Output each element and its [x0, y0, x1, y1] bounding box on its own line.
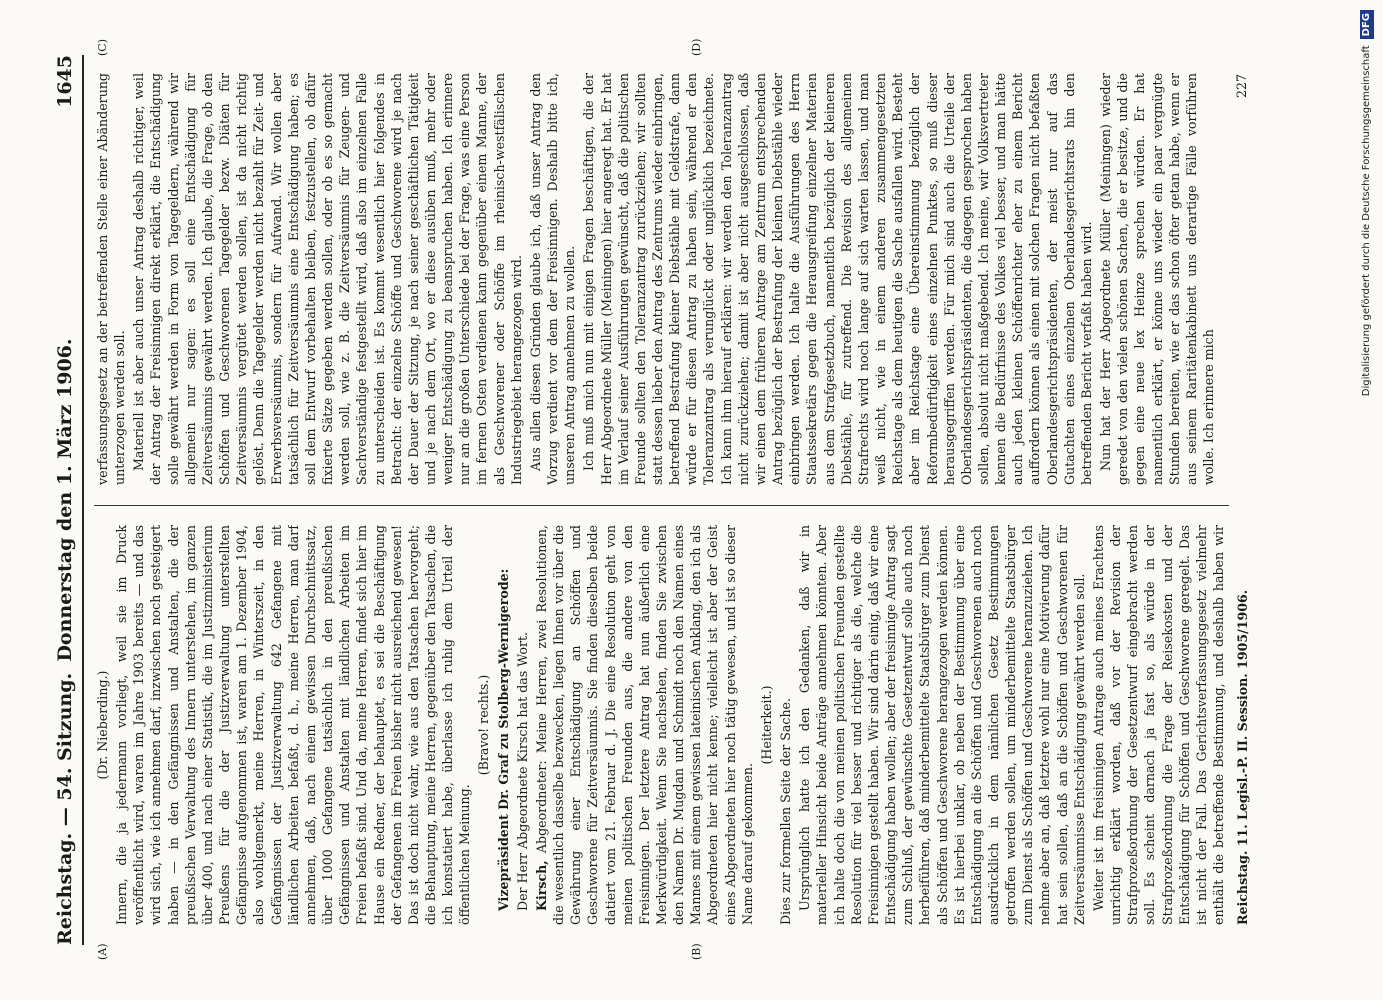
- page-number: 1645: [54, 55, 76, 108]
- kirsch-speech-text: Abgeordneter: Meine Herren, zwei Resolutionen, die wesentlich dasselbe bezwecken, liegen Ihnen vor über die Gewährung einer Entschädigung an Schöffen und Geschworene für Zeitversäumnis. Sie finden dieselben beide datiert vom 21. Februar d. J. Die eine Resolution geht von meinen politischen Freunden aus, die andere von den Freisinnigen. Der letztere Antrag hat nun äußerlich eine Merkwürdigkeit. Wenn Sie nachsehen, finden Sie zwischen den Namen Dr. Mugdan und Schmidt noch den Namen eines Mannes mit einem gewissen lateinischen Anklang, den ich als Abgeordneten hier nicht kenne; vielleicht ist aber der Geist eines Abgeordneten hier noch tätig gewesen, und ist so dieser Name darauf gekommen.: [533, 525, 755, 925]
- speaker-label: (Dr. Nieberding.): [95, 670, 110, 780]
- speaker-name-kirsch: Kirsch,: [533, 860, 549, 911]
- dfg-logo: DFG: [1360, 10, 1374, 39]
- kirsch-speech: [533, 525, 756, 925]
- page-footer: [1234, 525, 1251, 925]
- footer-source: Reichstag. 11. Legisl.-P. II. Session. 1905/1906.: [1235, 589, 1250, 925]
- margin-mark-a: (A): [96, 943, 109, 960]
- margin-mark-b: (B): [690, 943, 703, 960]
- text-column-left: [94, 525, 1229, 925]
- paragraph: Dies zur formellen Seite der Sache.: [778, 697, 794, 925]
- sheet-signature: 227: [1234, 73, 1249, 98]
- margin-mark-c: (C): [96, 39, 109, 56]
- paragraph: Nun hat der Herr Abgeordnete Müller (Meiningen) wieder geredet von den vielen schönen Sachen, die er besitze, und die gegen eine neue lex Heinze sprechen würden. Er hat namentlich erklärt, er könne uns wieder ein paar vergnügte Stunden bereiten, wie er das schon öfter getan habe, wenn er aus seinem Raritätenkabinett uns derartige Fälle vorführen wolle. Ich erinnere mich: [1098, 73, 1216, 485]
- applause-note: (Bravo! rechts.): [476, 674, 492, 776]
- vice-president-remark: Der Herr Abgeordnete Kirsch hat das Wort.: [514, 631, 530, 911]
- text-column-right: [94, 73, 1229, 485]
- paragraph: Aus allen diesen Gründen glaube ich, daß unser Antrag den Vorzug verdient vor dem der Freisinnigen. Deshalb bitte ich, unseren Antrag annehmen zu wollen.: [527, 73, 578, 485]
- page-header: [48, 55, 84, 945]
- paragraph: Innern, die ja jedermann vorliegt, weil sie im Druck veröffentlicht wird, waren im Jahre 1903 bereits — und das wird sich, wie ich annehmen darf, inzwischen noch gesteigert haben — in den Gefängnissen und Anstalten, die der preußischen Verwaltung des Innern unterstehen, im ganzen über 400, und nach einer Statistik, die im Justizministerium Preußens für die der Justizverwaltung unterstellten Gefängnisse aufgenommen ist, waren am 1. Dezember 1904, also wohlgemerkt, meine Herren, in Winterszeit, in den Gefängnissen der Justizverwaltung 642 Gefangene mit ländlichen Arbeiten befaßt, d. h., meine Herren, man darf annehmen, daß, nach einem gewissen Durchschnittssatz, über 1000 Gefangene tatsächlich in den preußischen Gefängnissen und Anstalten mit ländlichen Arbeiten im Freien befaßt sind. Und da, meine Herren, findet sich hier im Hause ein Redner, der behauptet, es sei die Beschäftigung der Gefangenen im Freien bisher nicht ausreichend gewesen! Das ist doch nicht wahr, wie aus den Tatsachen hervorgeht; die Behauptung, meine Herren, gegenüber den Tatsachen, die ich konstatiert habe, überlasse ich ruhig dem Urteil der öffentlichen Meinung.: [114, 525, 473, 925]
- laughter-note: (Heiterkeit.): [758, 685, 774, 765]
- column-divider: [94, 505, 1229, 506]
- credit-text: Digitalisierung gefördert durch die Deutsche Forschungsgemeinschaft: [1361, 45, 1372, 397]
- vice-president-line: [495, 525, 512, 925]
- paragraph: Materiell ist aber auch unser Antrag deshalb richtiger, weil der Antrag der Freisinnigen direkt erklärt, die Entschädigung solle gewährt werden in Form von Tagegeldern, während wir allgemein nur sagen: es soll eine Entschädigung für Zeitversäumnis gewährt werden. Ich glaube, die Frage, ob den Schöffen und Geschworenen Tagegelder bezw. Diäten für Zeitversäumnis vergütet werden sollen, ist da nicht richtig gelöst. Denn die Tagegelder werden nicht bezahlt für Zeit- und Erwerbsversäumnis, sondern für Aufwand. Wir wollen aber tatsächlich für Zeitversäumnis eine Entschädigung haben; es soll dem Entwurf vorbehalten bleiben, festzustellen, ob dafür fixierte Sätze gegeben werden sollen, oder ob es so gemacht werden soll, wie z. B. die Zeitversäumnis für Zeugen- und Sachverständige festgestellt wird, daß also im einzelnen Falle zu unterscheiden ist. Es kommt wesentlich hier folgendes in Betracht: der einzelne Schöffe und Geschworene wird je nach der Dauer der Sitzung, je nach seiner geschäftlichen Tätigkeit und je nach dem Ort, wo er diese ausüben muß, mehr oder weniger Entschädigung zu beanspruchen haben. Ich erinnere nur an die großen Unterschiede bei der Frage, was eine Person im fernen Osten verdienen kann gegenüber einem Manne, der als Geschworener oder Schöffe im rheinisch-westfälischen Industriegebiet herangezogen wird.: [131, 73, 524, 485]
- digitization-credit: [1357, 10, 1377, 800]
- paragraph: verfassungsgesetz an der betreffenden Stelle einer Abänderung unterzogen werden soll.: [95, 73, 128, 485]
- header-date: Donnerstag den 1. März 1906.: [54, 338, 76, 662]
- vice-president-name: Vizepräsident Dr. Graf zu Stolberg-Wernigerode:: [495, 568, 511, 911]
- paragraph: Ich muß mich nun mit einigen Fragen beschäftigen, die der Herr Abgeordnete Müller (Meiningen) hier angeregt hat. Er hat im Verlauf seiner Ausführungen gewünscht, daß die politischen Freunde sollten den Toleranzantrag zurückziehen; wir sollten statt dessen lieber den Antrag des Zentrums wieder einbringen, betreffend Bestrafung kleiner Diebstähle mit Geldstrafe, dann würde er für diesen Antrag zu haben sein, während er den Toleranzantrag als verunglückt oder unglücklich bezeichnete. Ich kann ihm hierauf erklären: wir werden den Toleranzantrag nicht zurückziehen; damit ist aber nicht ausgeschlossen, daß wir einen dem früheren Antrage am Zentrum entsprechenden Antrag bezüglich der Bestrafung der kleinen Diebstähle wieder einbringen werden. Ich halte die Ausführungen des Herrn Staatssekretärs gegen die Herausgreifung einzelner Materien aus dem Strafgesetzbuch, namentlich bezüglich der kleineren Diebstähle, für zutreffend. Die Revision des allgemeinen Strafrechts wird noch lange auf sich warten lassen, und man weiß nicht, wie in einem anderen zusammengesetzten Reichstage als dem heutigen die Sache ausfallen wird. Besteht aber im Reichstage eine Übereinstimmung bezüglich der Reformbedürftigkeit eines einzelnen Punktes, so muß dieser herausgegriffen werden. Für mich sind auch die Urteile der Oberlandesgerichtspräsidenten, die dagegen gesprochen haben sollen, absolut nicht maßgebend. Ich meine, wir Volksvertreter kennen die Bedürfnisse des Volkes viel besser, und man hätte auch jeden kleinen Schöffenrichter eher zu einem Bericht auffordern können als einen mit solchen Fragen nicht befaßten Oberlandesgerichtspräsidenten, der meist nur auf das Gutachten eines einzelnen Oberlandesgerichtsrats hin den betreffenden Bericht verfaßt haben wird.: [581, 73, 1094, 485]
- paragraph: Ursprünglich hatte ich den Gedanken, daß wir in materieller Hinsicht beide Anträge annehmen könnten. Aber ich halte doch die von meinen politischen Freunden gestellte Resolution für viel besser und richtiger als die, welche die Freisinnigen gestellt haben. Wir sind darin einig, daß wir eine Entschädigung haben wollen; aber der freisinnige Antrag sagt zum Schluß, der gewünschte Gesetzentwurf solle auch noch herbeiführen, daß minderbemittelte Staatsbürger zum Dienst als Schöffen und Geschworene herangezogen werden können. Es ist hierbei unklar, ob neben der Bestimmung über eine Entschädigung an die Schöffen und Geschworenen auch noch ausdrücklich in dem nämlichen Gesetz Bestimmungen getroffen werden sollen, um minderbemittelte Staatsbürger zum Dienst als Schöffen und Geschworene heranzuziehen. Ich nehme aber an, daß letztere wohl nur eine Motivierung dafür hat sein sollen, daß an die Schöffen und Geschworenen für Zeitversäumnisse Entschädigung gewährt werden soll.: [797, 525, 1087, 925]
- margin-mark-d: (D): [690, 38, 703, 56]
- paragraph: Weiter ist im freisinnigen Antrage auch meines Erachtens unrichtig erklärt worden, daß vor der Revision der Strafprozeßordnung der Gesetzentwurf eingebracht werden soll. Es scheint darnach ja fast so, als würde in der Strafprozeßordnung die Frage der Reisekosten und der Entschädigung für Schöffen und Geschworene geregelt. Das ist nicht der Fall. Das Gerichtsverfassungsgesetz vielmehr enthält die betreffende Bestimmung, und deshalb haben wir: [1090, 525, 1226, 925]
- header-session: Reichstag. — 54. Sitzung.: [54, 672, 76, 945]
